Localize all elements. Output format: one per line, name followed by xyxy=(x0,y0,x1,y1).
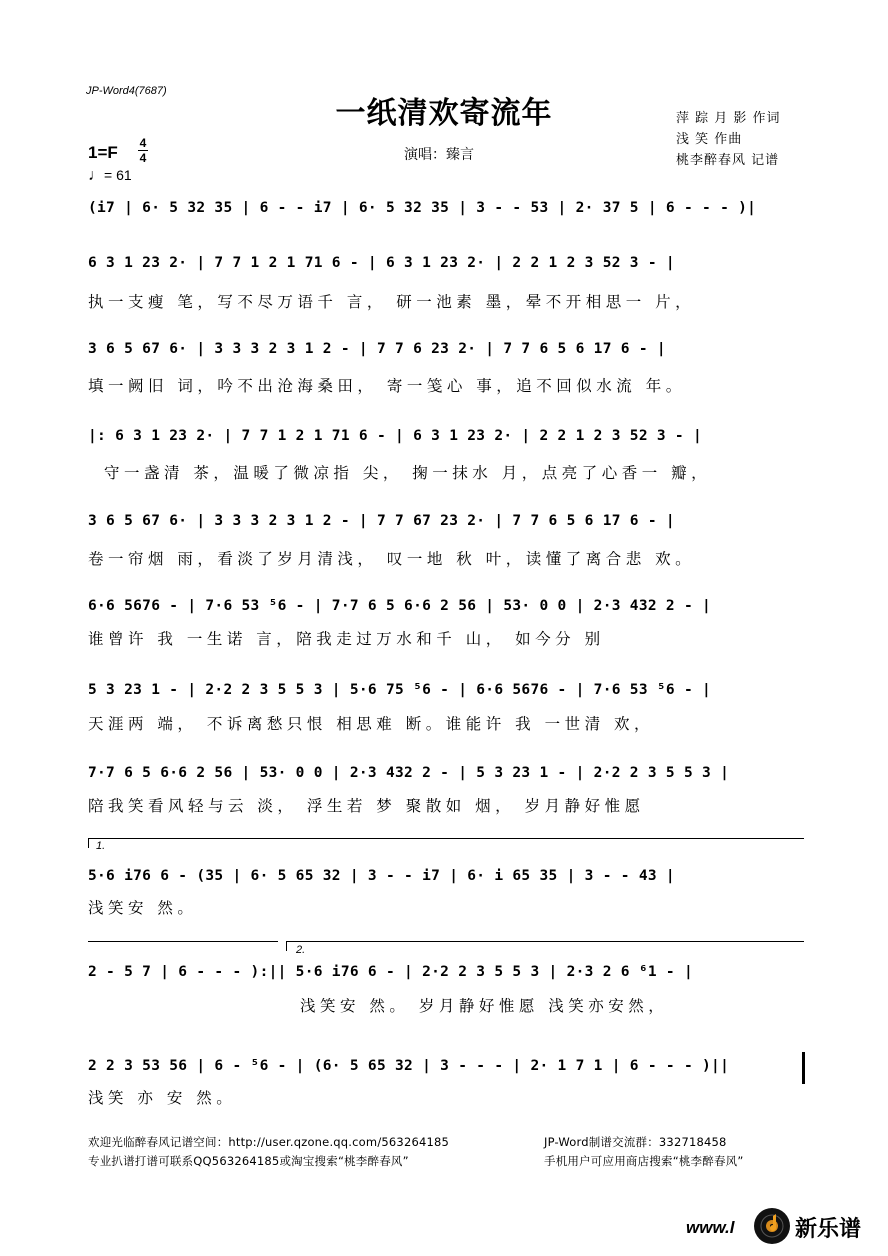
volta-2-bracket xyxy=(286,941,804,942)
score-row-5-lyrics: 卷一帘烟 雨，看淡了岁月清浅， 叹一地 秋 叶，读懂了离合悲 欢。 xyxy=(88,550,696,568)
final-barline xyxy=(802,1052,805,1084)
score-row-4-notes: |: 6 3 1 23 2· | 7 7 1 2 1 71 6 - | 6 3 1 23 2· | 2 2 1 2 3 52 3 - | xyxy=(88,428,703,444)
score-row-2-lyrics: 执一支瘦 笔，写不尽万语千 言， 研一池素 墨，晕不开相思一 片， xyxy=(88,293,696,311)
score-row-11-lyrics: 浅笑 亦 安 然。 xyxy=(88,1089,237,1107)
song-title: 一纸清欢寄流年 xyxy=(335,96,553,131)
tempo-value: = 61 xyxy=(104,167,132,183)
brand-name: 新乐谱 xyxy=(795,1217,862,1242)
transcriber-credit: 桃李醉春风 记谱 xyxy=(676,153,780,168)
composer-credit: 浅 笑 作曲 xyxy=(676,132,743,147)
footer-mobile: 手机用户可应用商店搜索“桃李醉春风” xyxy=(544,1154,744,1168)
score-row-10-lyrics: 浅笑安 然。 岁月静好惟愿 浅笑亦安然， xyxy=(300,997,669,1015)
volta-1-bracket-edge xyxy=(88,838,89,848)
footer-group: JP-Word制谱交流群：332718458 xyxy=(544,1135,727,1149)
score-row-7-lyrics: 天涯两 端， 不诉离愁只恨 相思难 断。谁能许 我 一世清 欢， xyxy=(88,715,654,733)
score-row-7-notes: 5 3 23 1 - | 2·2 2 3 5 5 3 | 5·6 75 ⁵6 - | 6·6 5676 - | 7·6 53 ⁵6 - | xyxy=(88,682,712,698)
brand-url: www.l xyxy=(686,1218,735,1237)
volta-1-label: 1. xyxy=(96,840,106,852)
score-row-11-notes: 2 2 3 53 56 | 6 - ⁵6 - | (6· 5 65 32 | 3 - - - | 2· 1 7 1 | 6 - - - )|| xyxy=(88,1058,730,1074)
volta-2-bracket-edge xyxy=(286,941,287,951)
volta-2-label: 2. xyxy=(296,944,306,956)
quarter-note-icon: ♩ xyxy=(88,167,104,184)
score-row-6-notes: 6·6 5676 - | 7·6 53 ⁵6 - | 7·7 6 5 6·6 2 56 | 53· 0 0 | 2·3 432 2 - | xyxy=(88,598,712,614)
score-row-4-lyrics: 守一盏清 茶，温暖了微凉指 尖， 掬一抹水 月，点亮了心香一 瓣， xyxy=(104,464,712,482)
footer-website: 欢迎光临醉春风记谱空间：http://user.qzone.qq.com/563264185 xyxy=(88,1135,450,1149)
score-row-10-notes: 2 - 5 7 | 6 - - - ):|| 5·6 i76 6 - | 2·2 2 3 5 5 3 | 2·3 2 6 ⁶1 - | xyxy=(88,964,693,980)
time-signature xyxy=(138,137,148,164)
credits xyxy=(676,108,781,171)
tempo-marking xyxy=(88,167,132,185)
singer: 演唱：臻言 xyxy=(404,147,474,163)
score-row-9-lyrics: 浅笑安 然。 xyxy=(88,899,198,917)
score-row-6-lyrics: 谁曾许 我 一生诺 言，陪我走过万水和千 山， 如今分 别 xyxy=(88,630,605,648)
volta-1-continuation xyxy=(88,941,278,942)
score-row-9-notes: 5·6 i76 6 - (35 | 6· 5 65 32 | 3 - - i7 | 6· i 65 35 | 3 - - 43 | xyxy=(88,868,675,884)
key-signature: 1=F xyxy=(88,143,118,162)
score-row-3-notes: 3 6 5 67 6· | 3 3 3 2 3 1 2 - | 7 7 6 23 2· | 7 7 6 5 6 17 6 - | xyxy=(88,341,666,357)
time-signature-bottom: 4 xyxy=(139,151,147,165)
score-row-8-lyrics: 陪我笑看风轻与云 淡， 浮生若 梦 聚散如 烟， 岁月静好惟愿 xyxy=(88,797,645,815)
lyricist-credit: 萍 踪 月 影 作词 xyxy=(676,111,781,126)
time-signature-top: 4 xyxy=(139,136,147,150)
score-row-1-notes: (i7 | 6· 5 32 35 | 6 - - i7 | 6· 5 32 35 | 3 - - 53 | 2· 37 5 | 6 - - - )| xyxy=(88,200,757,216)
software-label: JP-Word4(7687) xyxy=(86,85,167,97)
score-row-2-notes: 6 3 1 23 2· | 7 7 1 2 1 71 6 - | 6 3 1 23 2· | 2 2 1 2 3 52 3 - | xyxy=(88,255,675,271)
footer-contact: 专业扒谱打谱可联系QQ563264185或淘宝搜索“桃李醉春风” xyxy=(88,1154,409,1168)
music-disc-logo-icon xyxy=(752,1206,792,1246)
score-row-5-notes: 3 6 5 67 6· | 3 3 3 2 3 1 2 - | 7 7 67 23 2· | 7 7 6 5 6 17 6 - | xyxy=(88,513,675,529)
volta-1-bracket xyxy=(88,838,804,839)
score-row-3-lyrics: 填一阙旧 词，吟不出沧海桑田， 寄一笺心 事，追不回似水流 年。 xyxy=(88,377,686,395)
score-row-8-notes: 7·7 6 5 6·6 2 56 | 53· 0 0 | 2·3 432 2 - | 5 3 23 1 - | 2·2 2 3 5 5 3 | xyxy=(88,765,730,781)
